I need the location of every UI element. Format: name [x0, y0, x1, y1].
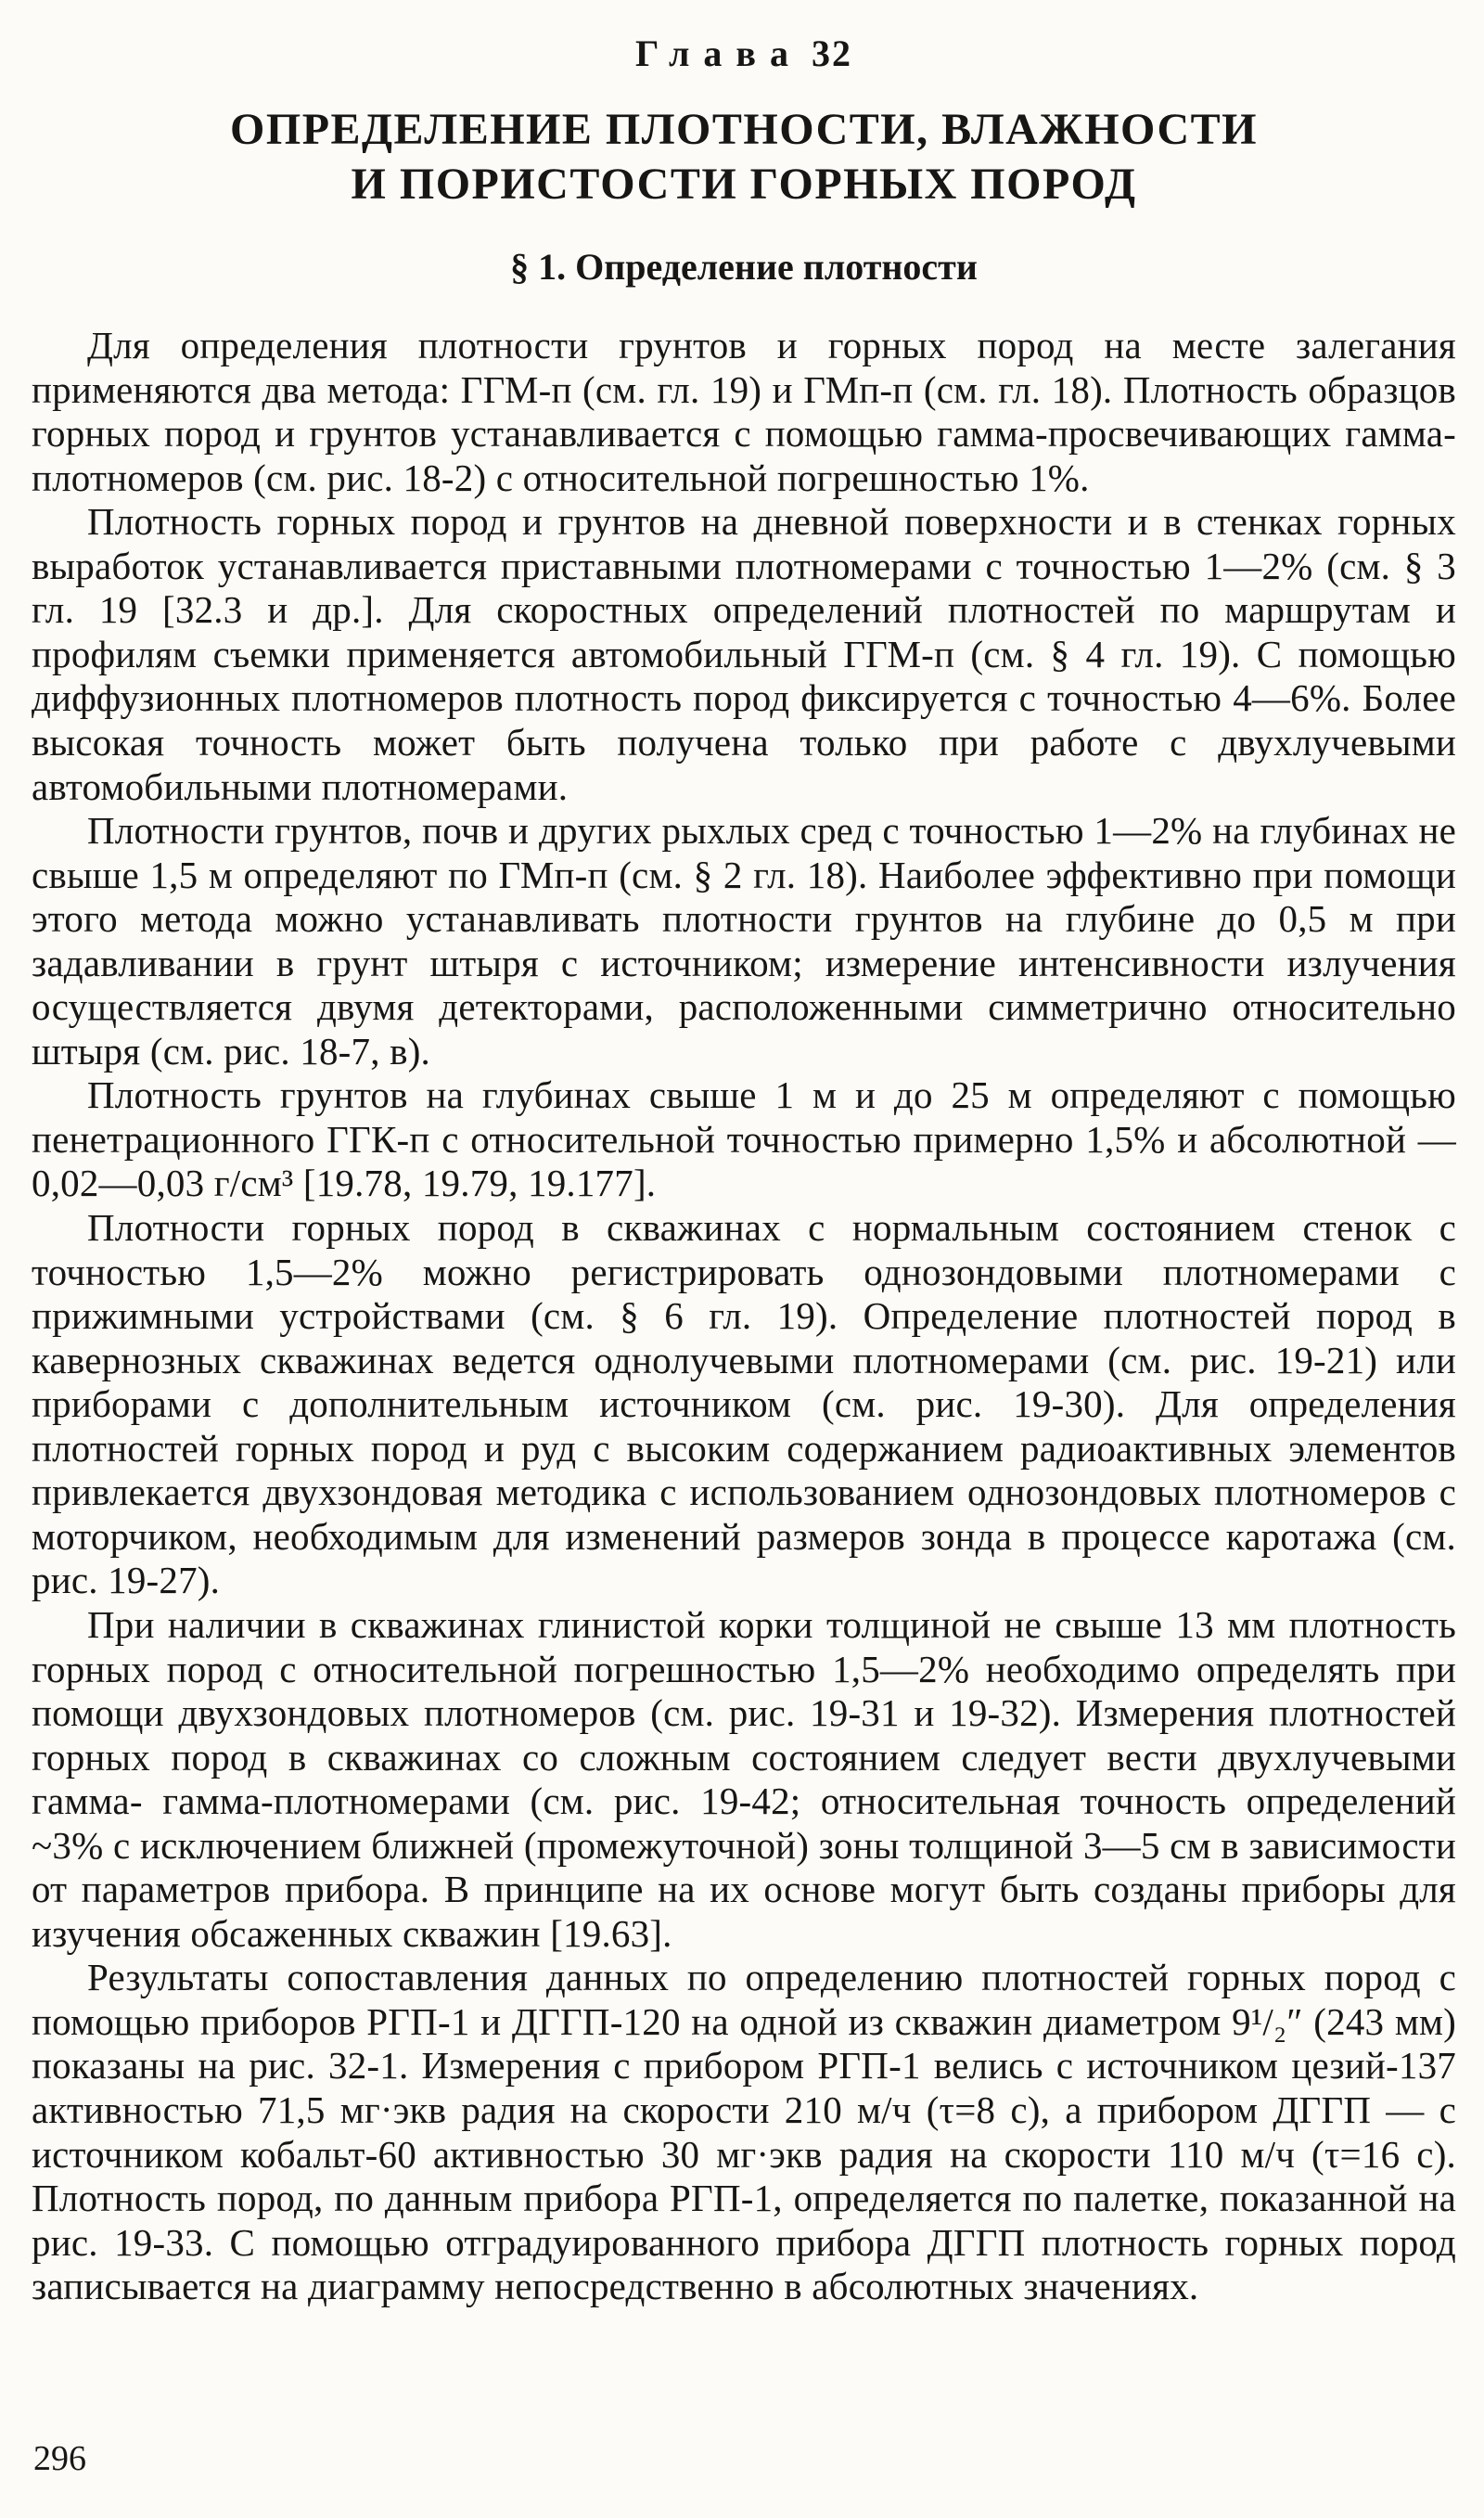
- chapter-title-line1: ОПРЕДЕЛЕНИЕ ПЛОТНОСТИ, ВЛАЖНОСТИ: [230, 105, 1258, 154]
- page-number: 296: [33, 2439, 86, 2478]
- paragraph-6: При наличии в скважинах глинистой корки толщиной не свыше 13 мм плотность горных пород с относительной погрешностью 1,5—2% необходимо определять при помощи двухзондовых плотномеров (см. рис. 19-31 и 19-32). Измерения плотностей горных пород в скважинах со сложным состоянием следует вести двухлучевыми гамма- гамма-плотномерами (см. рис. 19-42; относительная точность определений ~3% с исключением ближней (промежуточной) зоны толщиной 3—5 см в зависимости от параметров прибора. В принципе на их основе могут быть созданы приборы для изучения обсаженных скважин [19.63].: [32, 1602, 1456, 1955]
- paragraph-2: Плотность горных пород и грунтов на дневной поверхности и в стенках горных выработок устанавливается приставными плотномерами с точностью 1—2% (см. § 3 гл. 19 [32.3 и др.]. Для скоростных определений плотностей по маршрутам и профилям съемки применяется автомобильный ГГМ-п (см. § 4 гл. 19). С помощью диффузионных плотномеров плотность пород фиксируется с точностью 4—6%. Более высокая точность может быть получена только при работе с двухлучевыми автомобильными плотномерами.: [32, 500, 1456, 808]
- paragraph-3: Плотности грунтов, почв и других рыхлых сред с точностью 1—2% на глубинах не свыше 1,5 м определяют по ГМп-п (см. § 2 гл. 18). Наиболее эффективно при помощи этого метода можно устанавливать плотности грунтов на глубине до 0,5 м при задавливании в грунт штыря с источником; измерение интенсивности излучения осуществляется двумя детекторами, расположенными симметрично относительно штыря (см. рис. 18-7, в).: [32, 809, 1456, 1073]
- paragraph-7: Результаты сопоставления данных по определению плотностей горных пород с помощью приборов РГП-1 и ДГГП-120 на одной из скважин диаметром 9¹/₂″ (243 мм) показаны на рис. 32-1. Измерения с прибором РГП-1 велись с источником цезий-137 активностью 71,5 мг·экв радия на скорости 210 м/ч (τ=8 с), а прибором ДГГП — с источником кобальт-60 активностью 30 мг·экв радия на скорости 110 м/ч (τ=16 с). Плотность пород, по данным прибора РГП-1, определяется по палетке, показанной на рис. 19-33. С помощью отградуированного прибора ДГГП плотность горных пород записывается на диаграмму непосредственно в абсолютных значениях.: [32, 1956, 1456, 2308]
- paragraph-5: Плотности горных пород в скважинах с нормальным состоянием стенок с точностью 1,5—2% можно регистрировать однозондовыми плотномерами с прижимными устройствами (см. § 6 гл. 19). Определение плотностей пород в кавернозных скважинах ведется однолучевыми плотномерами (см. рис. 19-21) или приборами с дополнительным источником (см. рис. 19-30). Для определения плотностей горных пород и руд с высоким содержанием радиоактивных элементов привлекается двухзондовая методика с использованием однозондовых плотномеров с моторчиком, необходимым для изменений размеров зонда в процессе каротажа (см. рис. 19-27).: [32, 1206, 1456, 1602]
- body-text: [32, 324, 1456, 2309]
- paragraph-4: Плотность грунтов на глубинах свыше 1 м и до 25 м определяют с помощью пенетрационного ГГК-п с относительной точностью примерно 1,5% и абсолютной —0,02—0,03 г/см³ [19.78, 19.79, 19.177].: [32, 1073, 1456, 1205]
- chapter-title: [32, 103, 1456, 212]
- paragraph-1: Для определения плотности грунтов и горных пород на месте залегания применяются два метода: ГГМ-п (см. гл. 19) и ГМп-п (см. гл. 18). Плотность образцов горных пород и грунтов устанавливается с помощью гамма-просвечивающих гамма-плотномеров (см. рис. 18-2) с относительной погрешностью 1%.: [32, 324, 1456, 499]
- chapter-label-word: Глава: [635, 32, 802, 74]
- chapter-label: [32, 32, 1456, 75]
- section-heading: § 1. Определение плотности: [510, 246, 978, 289]
- chapter-title-line2: И ПОРИСТОСТИ ГОРНЫХ ПОРОД: [351, 159, 1137, 209]
- chapter-label-number: 32: [811, 32, 852, 74]
